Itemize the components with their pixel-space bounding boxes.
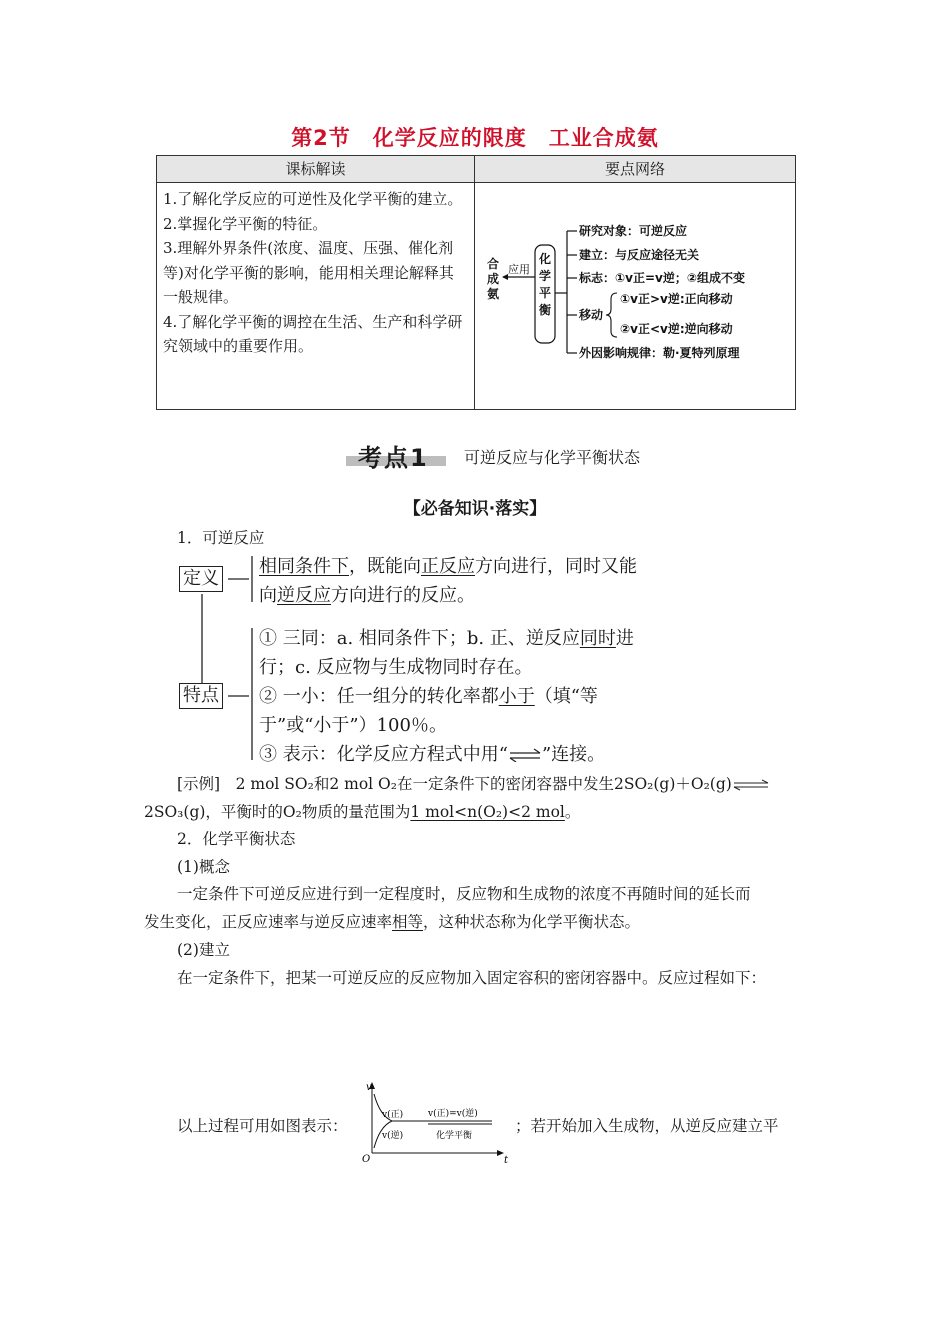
curriculum-table	[156, 155, 796, 410]
reverse-rate-label: v(逆)	[382, 1131, 404, 1141]
kaodian-text: 可逆反应与化学平衡状态	[464, 448, 641, 467]
svg-text:学: 学	[539, 269, 552, 283]
features-text: ① 三同：a. 相同条件下；b. 正、逆反应同时进 行；c. 反应物与生成物同时存在。 ② 一小：任一组分的转化率都小于（填“等 于”或“小于”）100％。 ③ 表示：化学反应方程式中用“ ”连接。	[259, 628, 634, 765]
section-heading: 【必备知识·落实】	[403, 499, 547, 519]
equilibrium-label: 化学平衡	[436, 1131, 473, 1141]
network-cell	[475, 183, 796, 410]
example-line-2: 2SO₃(g)，平衡时的O₂物质的量范围为1 mol<n(O₂)<2 mol。	[144, 803, 581, 821]
svg-text:O: O	[362, 1154, 371, 1164]
svg-text:t: t	[504, 1155, 509, 1164]
col-header-network: 要点网络	[475, 156, 796, 183]
concept-map	[475, 183, 795, 407]
goal-item: 2.掌握化学平衡的特征。	[163, 214, 328, 233]
definition-text: 相同条件下，既能向正反应方向进行，同时又能 向逆反应方向进行的反应。	[259, 556, 637, 606]
build-heading: (2)建立	[177, 941, 230, 959]
goals-cell	[157, 183, 475, 410]
reversible-arrow-icon	[508, 748, 542, 762]
svg-text:衡: 衡	[539, 303, 552, 317]
map-arrow-label: 应用	[508, 263, 530, 276]
build-text: 在一定条件下，把某一可逆反应的反应物加入固定容积的密闭容器中。反应过程如下：	[177, 969, 767, 987]
map-branch: 移动	[579, 308, 604, 322]
map-branch: 标志：①v正=v逆；②组成不变	[579, 271, 746, 285]
graph-followup: ；若开始加入生成物，从逆反应建立平	[515, 1117, 779, 1135]
map-left-char: 合	[487, 257, 500, 271]
map-sub-branch: ②v正<v逆:逆向移动	[620, 322, 733, 336]
kaodian-label: 考点1	[358, 444, 429, 472]
map-branch: 研究对象：可逆反应	[579, 224, 688, 238]
svg-text:v: v	[366, 1082, 372, 1093]
reversible-arrow-icon	[732, 779, 770, 791]
col-header-goals: 课标解读	[157, 156, 475, 183]
graph-intro: 以上过程可用如图表示：	[177, 1117, 348, 1135]
reversible-diagram	[150, 550, 670, 770]
goal-item: 3.理解外界条件(浓度、温度、压强、催化剂等)对化学平衡的影响，能用相关理论解释其一般规律。	[163, 239, 454, 306]
svg-text:化: 化	[539, 252, 552, 266]
map-left-char: 成	[487, 272, 500, 286]
rate-time-graph	[362, 1078, 518, 1164]
subsection-1: 1．可逆反应	[177, 529, 265, 547]
features-label: 特点	[179, 683, 223, 709]
page-title: 第2节 化学反应的限度 工业合成氨	[291, 126, 659, 150]
map-left-char: 氨	[487, 287, 500, 301]
kaodian-badge	[346, 442, 446, 472]
concept-heading: (1)概念	[177, 858, 230, 876]
definition-label: 定义	[179, 566, 223, 592]
map-branch: 建立：与反应途径无关	[579, 248, 700, 262]
forward-rate-label: v(正)	[382, 1110, 404, 1120]
goal-item: 1.了解化学反应的可逆性及化学平衡的建立。	[163, 190, 463, 208]
goal-item: 4.了解化学平衡的调控在生活、生产和科学研究领域中的重要作用。	[163, 312, 463, 355]
example-line-1: [示例] 2 mol SO₂和2 mol O₂在一定条件下的密闭容器中发生2SO₂(g)＋O₂(g)	[177, 772, 770, 796]
map-sub-branch: ①v正>v逆:正向移动	[620, 292, 733, 306]
concept-line-1: 一定条件下可逆反应进行到一定程度时，反应物和生成物的浓度不再随时间的延长而	[177, 885, 751, 903]
equal-rate-label: v(正)=v(逆)	[428, 1109, 478, 1119]
subsection-2: 2．化学平衡状态	[177, 830, 296, 848]
svg-text:平: 平	[539, 286, 552, 300]
concept-line-2: 发生变化，正反应速率与逆反应速率相等，这种状态称为化学平衡状态。	[144, 913, 641, 931]
map-branch: 外因影响规律：勒·夏特列原理	[579, 346, 740, 360]
